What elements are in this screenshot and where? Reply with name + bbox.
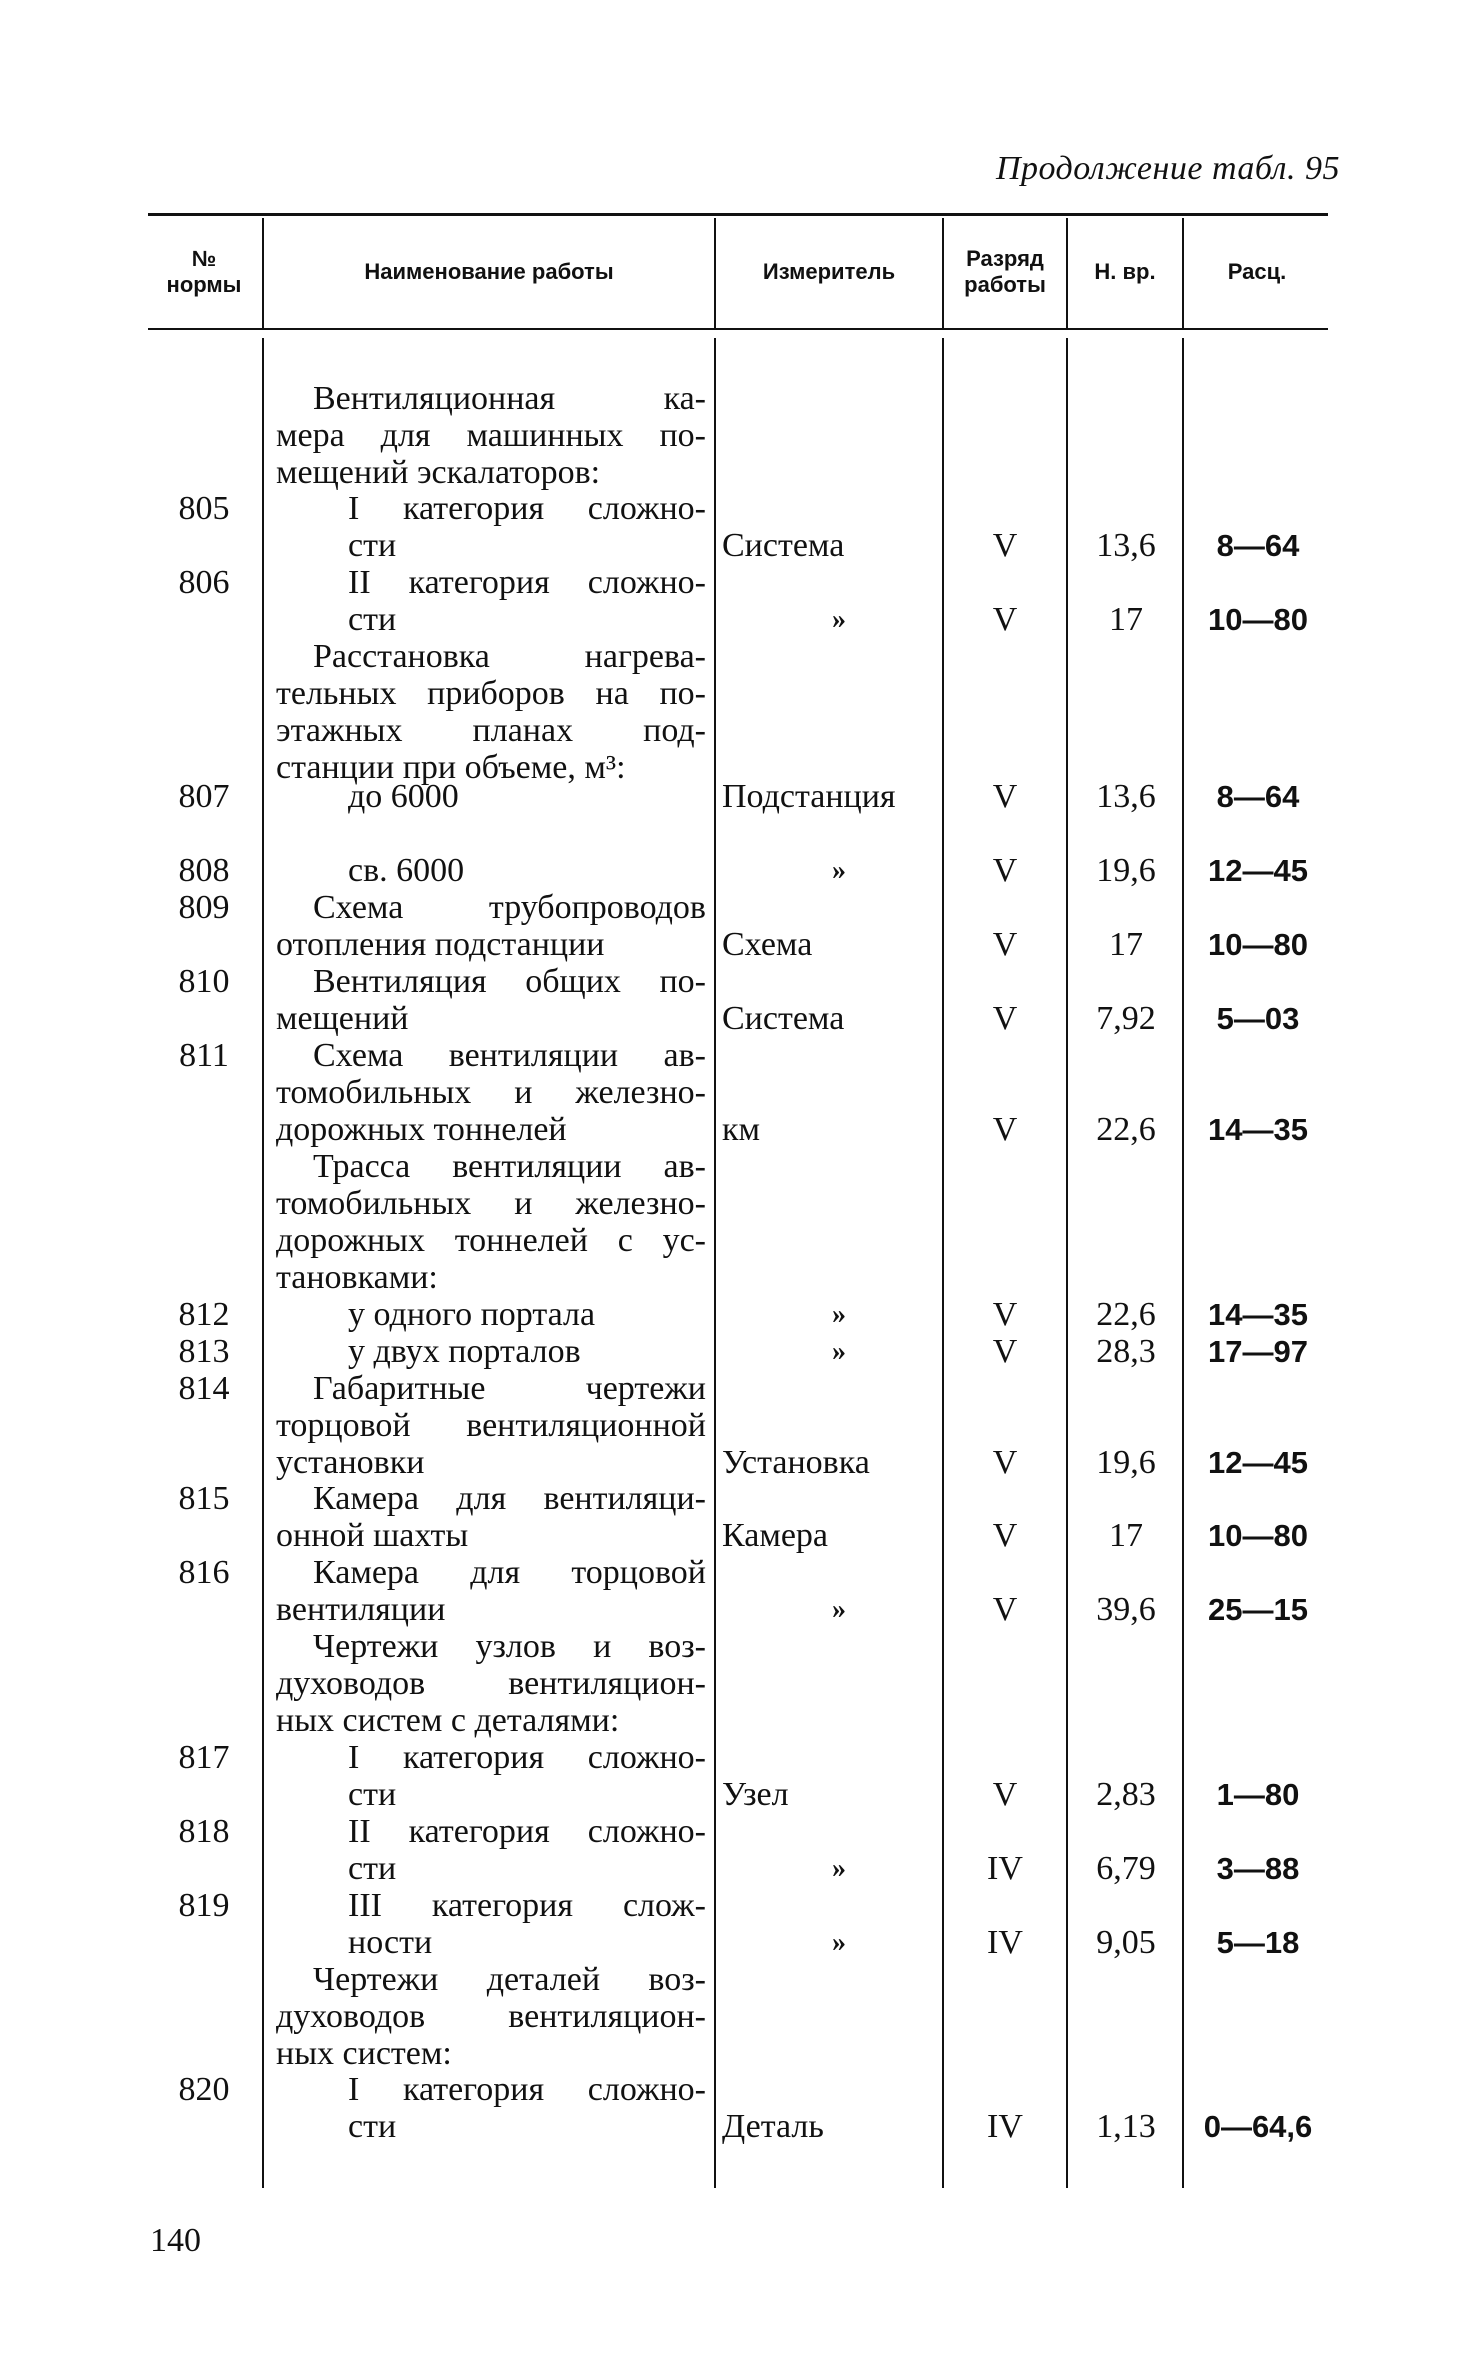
work-name-line: до 6000 (348, 778, 459, 815)
time-norm-cell: 17 (1109, 601, 1143, 638)
norm-number-cell: 806 (178, 564, 230, 601)
work-name-line: мещений (276, 1000, 409, 1037)
measure-cell: » (832, 604, 846, 635)
work-name-cell (276, 380, 706, 491)
rate-cell: 12—45 (1208, 1445, 1308, 1480)
work-name-line: Схема вентиляции ав- (313, 1037, 706, 1074)
work-name-line: Габаритные чертежи (313, 1370, 706, 1407)
work-name-cell (276, 1037, 706, 1148)
header-measure (716, 220, 942, 324)
rate-cell: 5—03 (1216, 1001, 1300, 1036)
time-norm-cell: 17 (1109, 1517, 1143, 1554)
rate-cell: 3—88 (1216, 1851, 1300, 1886)
work-name-line: Камера для торцовой (313, 1554, 706, 1591)
time-norm-cell: 13,6 (1096, 527, 1156, 564)
work-name-line: сти (348, 527, 397, 564)
measure-cell: Система (722, 1000, 845, 1037)
time-norm-cell: 13,6 (1096, 778, 1156, 815)
work-name-line: у одного портала (348, 1296, 596, 1333)
norm-number-cell: 815 (178, 1480, 230, 1517)
measure-cell: » (832, 855, 846, 886)
norm-number-cell: 809 (178, 889, 230, 926)
work-name-line: сти (348, 1776, 397, 1813)
norm-number-cell: 817 (178, 1739, 230, 1776)
work-name-cell (276, 1370, 706, 1481)
rate-cell: 10—80 (1208, 602, 1308, 637)
work-name-line: Трасса вентиляции ав- (313, 1148, 706, 1185)
work-name-line: III категория слож- (348, 1887, 706, 1924)
work-name-line: у двух порталов (348, 1333, 581, 1370)
work-name-cell (276, 1628, 706, 1739)
work-name-cell (276, 2071, 706, 2145)
work-name-cell (276, 564, 706, 638)
rate-cell: 12—45 (1208, 853, 1308, 888)
work-name-cell (276, 889, 706, 963)
norm-number-cell: 811 (179, 1037, 229, 1074)
rate-cell: 5—18 (1216, 1925, 1300, 1960)
header-grade-line2: работы (964, 272, 1046, 297)
work-name-cell (276, 1961, 706, 2072)
header-work-name-label: Наименование работы (364, 259, 614, 284)
work-name-line: онной шахты (276, 1517, 469, 1554)
work-name-line: дорожных тоннелей с ус- (276, 1222, 706, 1259)
work-name-line: мещений эскалаторов: (276, 454, 601, 491)
work-name-line: сти (348, 2108, 397, 2145)
column-divider (1182, 338, 1184, 2188)
measure-cell: Камера (722, 1517, 829, 1554)
work-name-cell (276, 490, 706, 564)
measure-cell: км (722, 1111, 761, 1148)
work-name-line: томобильных и железно- (276, 1185, 706, 1222)
work-name-line: тановками: (276, 1259, 438, 1296)
time-norm-cell: 19,6 (1096, 852, 1156, 889)
measure-cell: Подстанция (722, 778, 896, 815)
header-norm-number (148, 220, 260, 324)
work-name-line: духоводов вентиляцион- (276, 1998, 706, 2035)
work-name-line: Чертежи узлов и воз- (313, 1628, 706, 1665)
work-name-line: Камера для вентиляци- (313, 1480, 706, 1517)
work-name-line: установки (276, 1444, 425, 1481)
work-name-line: Вентиляционная ка- (313, 380, 706, 417)
measure-cell: Установка (722, 1444, 870, 1481)
work-name-line: тельных приборов на по- (276, 675, 706, 712)
work-name-line: ных систем с деталями: (276, 1702, 620, 1739)
norm-number-cell: 810 (178, 963, 230, 1000)
column-divider (1066, 338, 1068, 2188)
rate-cell: 8—64 (1216, 528, 1300, 563)
time-norm-cell: 39,6 (1096, 1591, 1156, 1628)
rate-cell: 10—80 (1208, 1518, 1308, 1553)
work-name-line: св. 6000 (348, 852, 465, 889)
work-name-cell (276, 1333, 706, 1370)
measure-cell: » (832, 1336, 846, 1367)
table-header-rule (148, 328, 1328, 330)
header-time-norm (1068, 220, 1182, 324)
work-name-line: вентиляции (276, 1591, 446, 1628)
work-name-line: дорожных тоннелей (276, 1111, 567, 1148)
rate-cell: 17—97 (1208, 1334, 1308, 1369)
header-num-sign: № (191, 246, 217, 271)
work-name-line: духоводов вентиляцион- (276, 1665, 706, 1702)
time-norm-cell: 9,05 (1096, 1924, 1156, 1961)
measure-cell: Деталь (722, 2108, 824, 2145)
work-name-line: отопления подстанции (276, 926, 605, 963)
norm-number-cell: 808 (178, 852, 230, 889)
grade-cell: V (992, 1591, 1018, 1628)
measure-cell: » (832, 1853, 846, 1884)
grade-cell: IV (987, 2108, 1023, 2145)
norm-number-cell: 818 (178, 1813, 230, 1850)
grade-cell: V (992, 1296, 1018, 1333)
header-rate-label: Расц. (1227, 259, 1287, 284)
column-divider (714, 338, 716, 2188)
header-num-word: нормы (166, 272, 242, 297)
work-name-cell (276, 1739, 706, 1813)
work-name-line: мера для машинных по- (276, 417, 706, 454)
work-name-line: томобильных и железно- (276, 1074, 706, 1111)
norm-number-cell: 813 (178, 1333, 230, 1370)
grade-cell: V (992, 852, 1018, 889)
work-name-cell (276, 1296, 706, 1333)
table-continuation-caption: Продолжение табл. 95 (995, 150, 1340, 187)
work-name-line: I категория сложно- (348, 2071, 706, 2108)
work-name-line: I категория сложно- (348, 1739, 706, 1776)
rate-cell: 8—64 (1216, 779, 1300, 814)
header-grade-line1: Разряд (966, 246, 1044, 271)
norm-number-cell: 816 (178, 1554, 230, 1591)
column-divider (262, 338, 264, 2188)
work-name-line: ности (348, 1924, 433, 1961)
norm-number-cell: 814 (178, 1370, 230, 1407)
grade-cell: V (992, 778, 1018, 815)
norm-number-cell: 812 (178, 1296, 230, 1333)
header-work-name (264, 220, 714, 324)
measure-cell: » (832, 1299, 846, 1330)
work-name-line: II категория сложно- (348, 564, 706, 601)
work-name-line: этажных планах под- (276, 712, 706, 749)
grade-cell: V (992, 601, 1018, 638)
time-norm-cell: 19,6 (1096, 1444, 1156, 1481)
grade-cell: V (992, 1111, 1018, 1148)
work-name-cell (276, 852, 706, 889)
work-name-line: Чертежи деталей воз- (313, 1961, 706, 1998)
work-name-cell (276, 1480, 706, 1554)
grade-cell: IV (987, 1924, 1023, 1961)
time-norm-cell: 1,13 (1096, 2108, 1156, 2145)
header-measure-label: Измеритель (762, 259, 896, 284)
header-rate (1184, 220, 1330, 324)
norm-number-cell: 805 (178, 490, 230, 527)
work-name-line: станции при объеме, м³: (276, 749, 626, 786)
work-name-line: Расстановка нагрева- (313, 638, 706, 675)
grade-cell: V (992, 527, 1018, 564)
grade-cell: V (992, 1000, 1018, 1037)
grade-cell: V (992, 1333, 1018, 1370)
work-name-line: II категория сложно- (348, 1813, 706, 1850)
rate-cell: 1—80 (1216, 1777, 1300, 1812)
header-time-label: Н. вр. (1094, 259, 1156, 284)
grade-cell: IV (987, 1850, 1023, 1887)
rate-cell: 14—35 (1208, 1297, 1308, 1332)
time-norm-cell: 22,6 (1096, 1111, 1156, 1148)
measure-cell: Схема (722, 926, 813, 963)
time-norm-cell: 28,3 (1096, 1333, 1156, 1370)
work-name-cell (276, 963, 706, 1037)
rate-cell: 0—64,6 (1203, 2109, 1313, 2144)
grade-cell: V (992, 926, 1018, 963)
time-norm-cell: 6,79 (1096, 1850, 1156, 1887)
measure-cell: » (832, 1927, 846, 1958)
norm-number-cell: 807 (178, 778, 230, 815)
time-norm-cell: 2,83 (1096, 1776, 1156, 1813)
measure-cell: Система (722, 527, 845, 564)
work-name-line: Вентиляция общих по- (313, 963, 706, 1000)
rate-cell: 10—80 (1208, 927, 1308, 962)
work-name-cell (276, 1148, 706, 1296)
work-name-line: I категория сложно- (348, 490, 706, 527)
work-name-cell (276, 778, 706, 815)
work-name-line: торцовой вентиляционной (276, 1407, 706, 1444)
work-name-line: сти (348, 1850, 397, 1887)
grade-cell: V (992, 1444, 1018, 1481)
column-divider (942, 338, 944, 2188)
work-name-line: ных систем: (276, 2035, 452, 2072)
norm-number-cell: 819 (178, 1887, 230, 1924)
grade-cell: V (992, 1517, 1018, 1554)
work-name-cell (276, 1813, 706, 1887)
work-name-line: Схема трубопроводов (313, 889, 706, 926)
table-top-rule (148, 213, 1328, 216)
measure-cell: Узел (722, 1776, 789, 1813)
work-name-line: сти (348, 601, 397, 638)
rate-cell: 25—15 (1208, 1592, 1308, 1627)
grade-cell: V (992, 1776, 1018, 1813)
page-number: 140 (150, 2222, 201, 2259)
work-name-cell (276, 638, 706, 786)
time-norm-cell: 7,92 (1096, 1000, 1156, 1037)
time-norm-cell: 17 (1109, 926, 1143, 963)
work-name-cell (276, 1887, 706, 1961)
header-grade (944, 220, 1066, 324)
rate-cell: 14—35 (1208, 1112, 1308, 1147)
time-norm-cell: 22,6 (1096, 1296, 1156, 1333)
measure-cell: » (832, 1594, 846, 1625)
work-name-cell (276, 1554, 706, 1628)
norm-number-cell: 820 (178, 2071, 230, 2108)
